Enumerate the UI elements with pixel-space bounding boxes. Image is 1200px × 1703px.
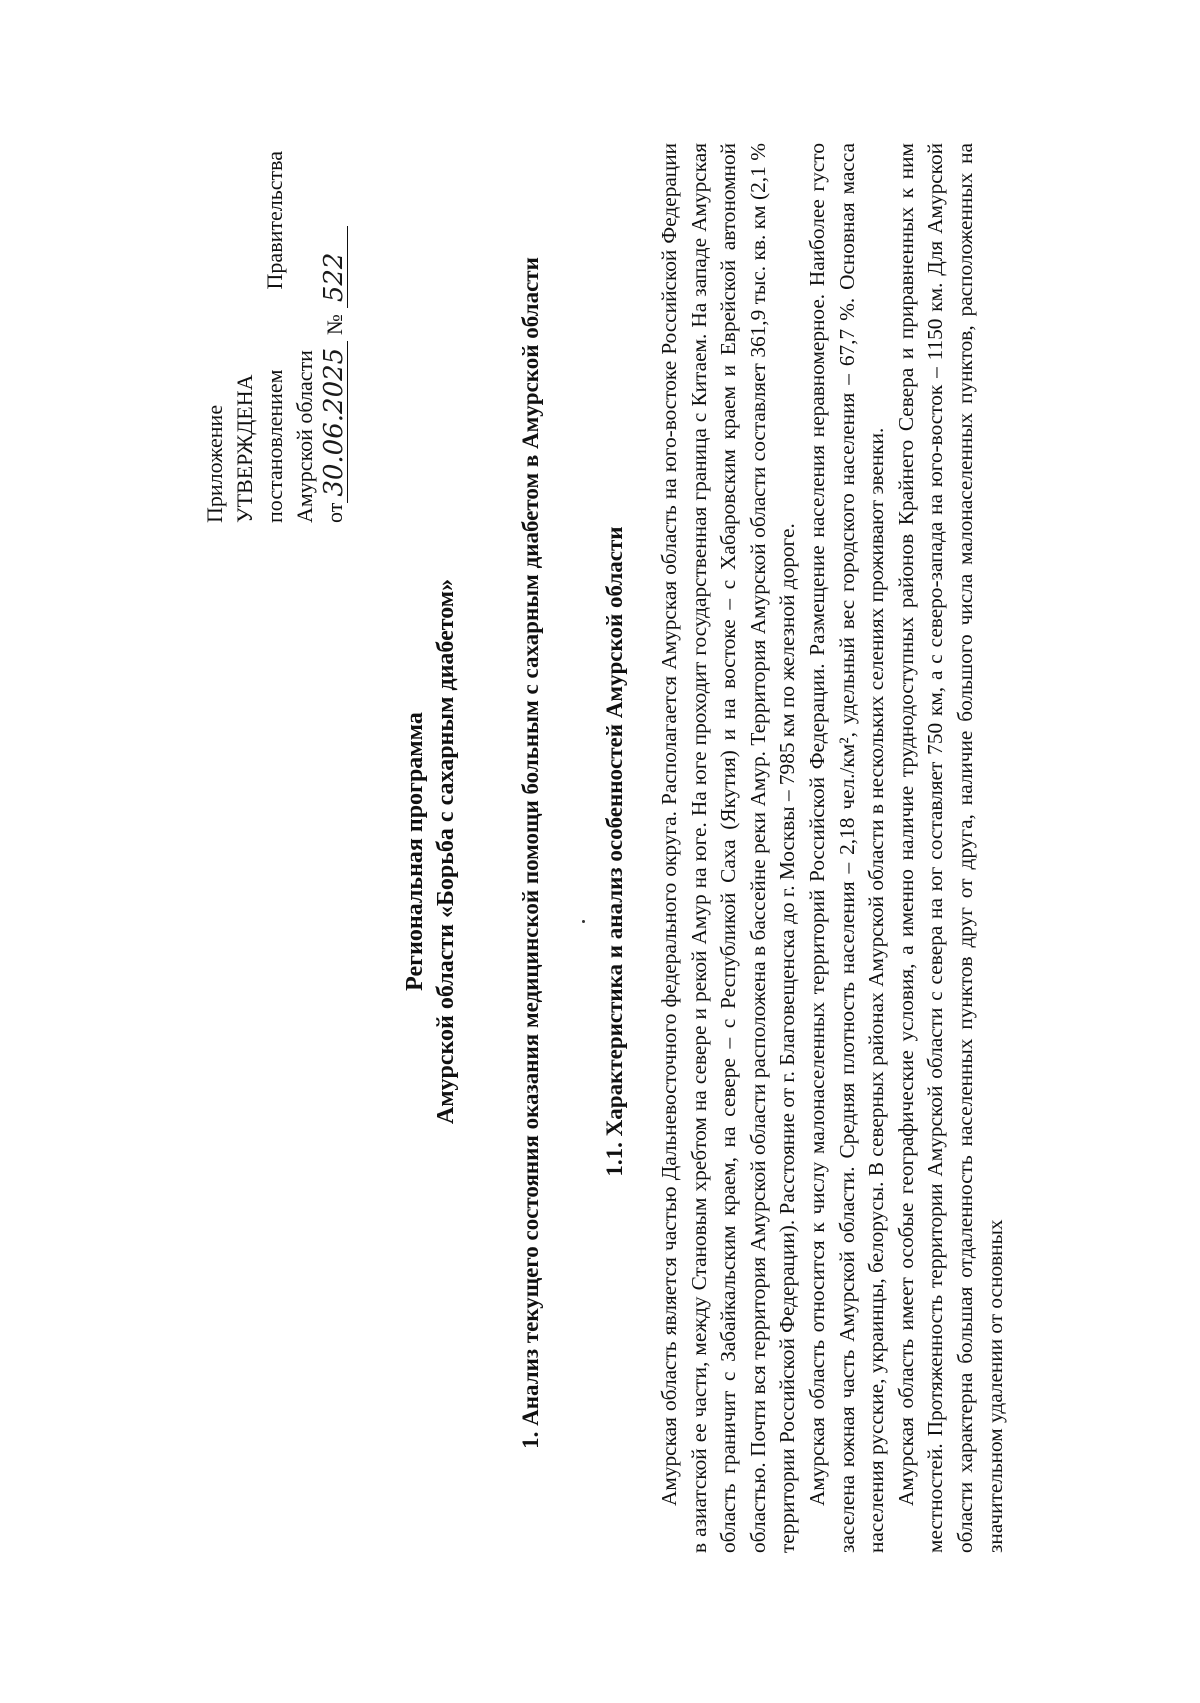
approval-decree-line bbox=[260, 151, 290, 523]
body-text bbox=[655, 143, 1010, 1553]
approval-decree-right: Правительства bbox=[262, 151, 287, 290]
scan-speck bbox=[582, 920, 585, 923]
approval-approved: УТВЕРЖДЕНА bbox=[232, 374, 257, 523]
paragraph: Амурская область имеет особые географические условия, а именно наличие труднодоступных районов Крайнего Севера и приравненных к ним местностей. Протяженность территории Амурской области с севера на юг составляет 750 км, а с северо-запада на юго-восток – 1150 км. Для Амурской области характерна большая отдаленность населенных пунктов друг от друга, наличие большого числа малонаселенных пунктов, расположенных на значительном удалении от основных bbox=[893, 143, 1007, 1553]
paragraph: Амурская область относится к числу малонаселенных территорий Российской Федерации. Размещение населения неравномерное. Наиболее густо заселена южная часть Амурской области. Средняя плотность населения – 2,18 чел./км², удельный вес городского населения – 67,7 %. Основная масса населения русские, украинцы, белорусы. В северных районах Амурской области в нескольких селениях проживают эвенки. bbox=[804, 143, 889, 1553]
subsection-heading: 1.1. Характеристика и анализ особенностей Амурской области bbox=[602, 526, 627, 1177]
approval-date-line bbox=[320, 123, 350, 523]
approval-date: 30.06.2025 bbox=[321, 341, 348, 503]
approval-region: Амурской области bbox=[292, 350, 317, 523]
approval-decree-left: постановлением bbox=[262, 369, 287, 523]
paragraph: Амурская область является частью Дальневосточного федерального округа. Располагается Амурская область на юго-востоке Российской Федерации в азиатской ее части, между Становым хребтом на севере и рекой Амур на юге. На юге проходит государственная граница с Китаем. На западе Амурская область граничит с Забайкальским краем, на севере – с Республикой Саха (Якутия) и на востоке – с Хабаровским краем и Еврейской автономной областью. Почти вся территория Амурской области расположена в бассейне реки Амур. Территория Амурской области составляет 361,9 тыс. кв. км (2,1 % территории Российской Федерации). Расстояние от г. Благовещенска до г. Москвы – 7985 км по железной дороге. bbox=[657, 143, 800, 1553]
program-title-line2: Амурской области «Борьба с сахарным диабетом» bbox=[433, 578, 459, 1125]
approval-block bbox=[200, 123, 350, 523]
program-title-line1: Региональная программа bbox=[402, 712, 428, 991]
approval-number: 522 bbox=[321, 226, 348, 308]
program-title bbox=[400, 0, 462, 1703]
section-heading: 1. Анализ текущего состояния оказания медицинской помощи больным с сахарным диабетом в Амурской области bbox=[518, 257, 543, 1449]
approval-from-label: от bbox=[322, 502, 347, 523]
approval-appendix: Приложение bbox=[202, 404, 227, 523]
approval-number-label: № bbox=[322, 314, 347, 336]
